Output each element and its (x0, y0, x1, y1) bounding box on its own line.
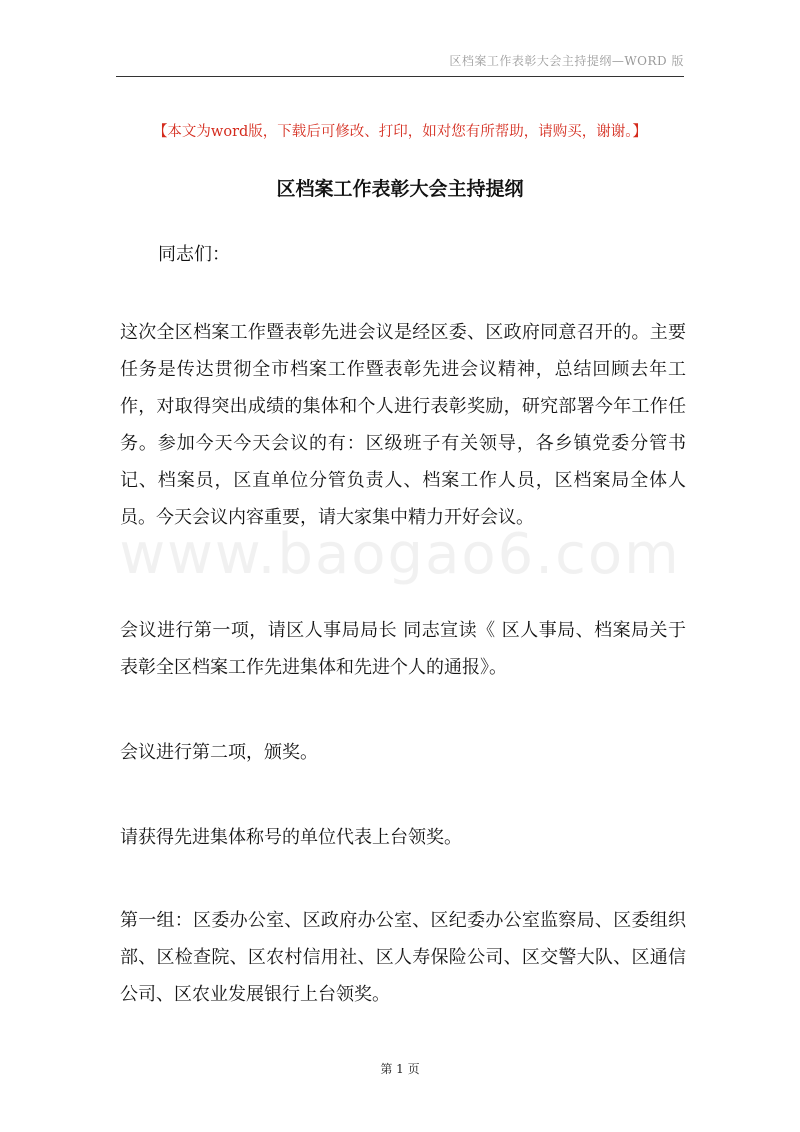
paragraph-item-two: 会议进行第二项，颁奖。 (120, 742, 318, 763)
salutation: 同志们： (158, 244, 230, 265)
paragraph-award-call: 请获得先进集体称号的单位代表上台领奖。 (120, 827, 462, 848)
document-title: 区档案工作表彰大会主持提纲 (276, 178, 524, 200)
purchase-notice: 【本文为word版，下载后可修改、打印，如对您有所帮助，请购买，谢谢。】 (152, 124, 648, 140)
paragraph-intro: 这次全区档案工作暨表彰先进会议是经区委、区政府同意召开的。主要任务是传达贯彻全市档案工作暨表彰先进会议精神，总结回顾去年工作，对取得突出成绩的集体和个人进行表彰奖励，研究部署今年工作任务。参加今天今天会议的有：区级班子有关领导，各乡镇党委分管书记、档案员，区直单位分管负责人、档案工作人员，区档案局全体人员。今天会议内容重要，请大家集中精力开好会议。 (120, 322, 686, 528)
watermark: www.baogao6.com (119, 522, 681, 587)
page-number: 第 1 页 (380, 1062, 420, 1076)
header-rule (116, 76, 684, 77)
running-header: 区档案工作表彰大会主持提纲—WORD 版 (449, 54, 684, 68)
paragraph-group-one: 第一组：区委办公室、区政府办公室、区纪委办公室监察局、区委组织部、区检查院、区农村信用社、区人寿保险公司、区交警大队、区通信公司、区农业发展银行上台领奖。 (120, 910, 686, 1005)
paragraph-item-one: 会议进行第一项，请区人事局局长 同志宣读《 区人事局、档案局关于表彰全区档案工作先进集体和先进个人的通报》。 (120, 620, 686, 678)
